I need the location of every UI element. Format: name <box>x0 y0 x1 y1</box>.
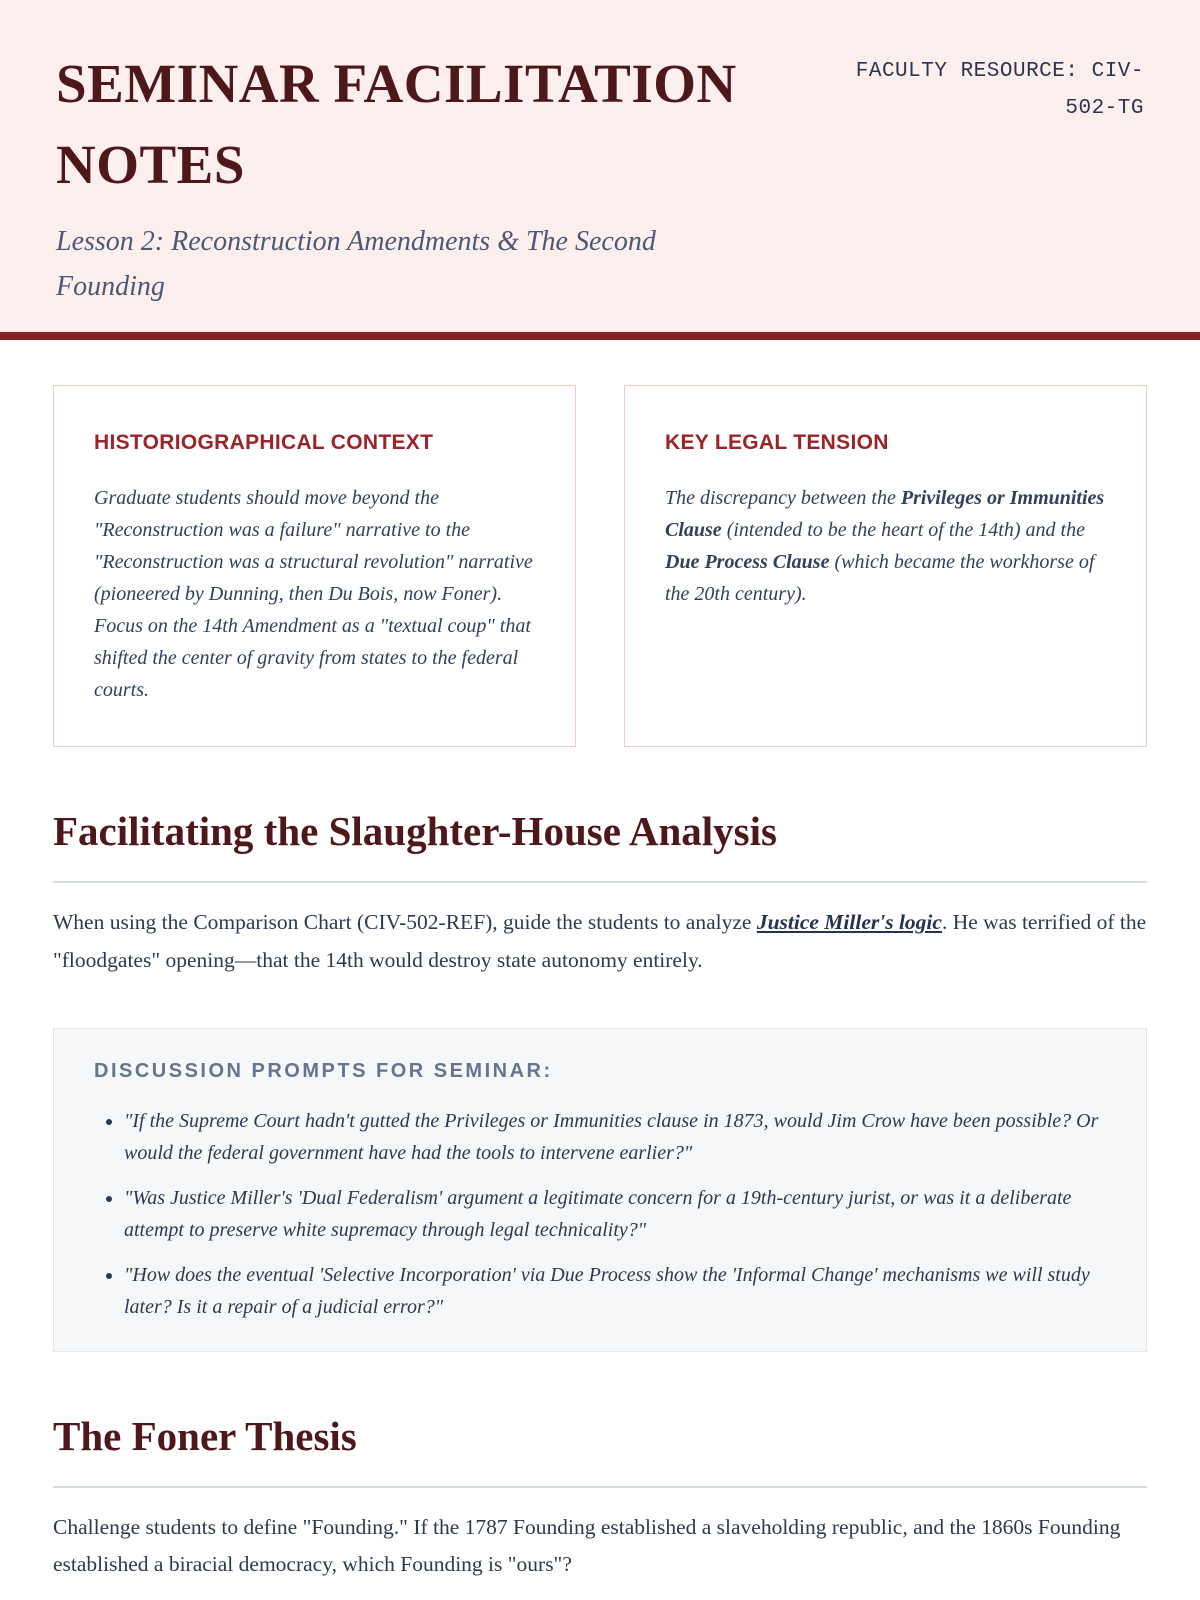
foner-paragraph: Challenge students to define "Founding." If the 1787 Founding established a slaveholding republic, and the 1860s Founding established a biracial democracy, which Founding is "ours"? <box>53 1514 1121 1577</box>
section-divider <box>53 1486 1147 1488</box>
justice-miller-logic-link[interactable]: Justice Miller's logic <box>756 910 942 935</box>
header-divider-bar <box>0 332 1200 340</box>
slaughterhouse-paragraph <box>53 904 1147 979</box>
header-title-block <box>56 44 776 309</box>
slaughterhouse-section-heading: Facilitating the Slaughter-House Analysis <box>53 808 777 855</box>
faculty-resource-code: FACULTY RESOURCE: CIV-502-TG <box>855 60 1144 120</box>
foner-thesis-section <box>53 1412 1147 1584</box>
prompt-item: • "How does the eventual 'Selective Incorporation' via Due Process show the 'Informal Change' mechanisms we will study later? Is it a repair of a judicial error?" <box>124 1259 1106 1323</box>
text-segment: (intended to be the heart of the 14th) and the <box>721 519 1085 542</box>
foner-section-heading: The Foner Thesis <box>53 1412 357 1459</box>
key-legal-tension-box <box>624 385 1147 747</box>
page-title: SEMINAR FACILITATION NOTES <box>56 53 737 195</box>
text-segment: The discrepancy between the <box>665 487 901 510</box>
text-segment: (which became the workhorse of the 20th century). <box>665 551 1095 606</box>
discussion-prompts-heading: DISCUSSION PROMPTS FOR SEMINAR: <box>94 1059 553 1082</box>
slaughterhouse-analysis-section <box>53 807 1147 1351</box>
text-segment: When using the Comparison Chart (CIV-502-REF), guide the students to analyze <box>53 910 757 935</box>
document-header <box>0 0 1200 332</box>
text-segment: . He was terrified of the "floodgates" opening—that the 14th would destroy state autonomy entirely. <box>53 910 1147 972</box>
historiographical-context-body: Graduate students should move beyond the "Reconstruction was a failure" narrative to the "Reconstruction was a structural revolution" narrative (pioneered by Dunning, then Du Bois, now Foner). Focus on the 14th Amendment as a "textual coup" that shifted the center of gravity from states to the federal courts. <box>94 487 533 702</box>
key-legal-tension-heading: KEY LEGAL TENSION <box>665 431 889 454</box>
content-area <box>0 385 1200 1600</box>
section-divider <box>53 881 1147 883</box>
key-legal-tension-body <box>665 482 1106 610</box>
info-boxes-row <box>53 385 1147 747</box>
prompt-item: • "Was Justice Miller's 'Dual Federalism' argument a legitimate concern for a 19th-century jurist, or was it a deliberate attempt to preserve white supremacy through legal technicality?" <box>124 1182 1106 1246</box>
prompt-item: • "If the Supreme Court hadn't gutted the Privileges or Immunities clause in 1873, would Jim Crow have been possible? Or would the federal government have had the tools to intervene earlier?" <box>124 1105 1106 1169</box>
bold-term-privileges-immunities: Privileges or Immunities Clause <box>665 487 1105 542</box>
discussion-prompts-list <box>94 1105 1106 1323</box>
discussion-prompts-box <box>53 1028 1147 1352</box>
historiographical-context-heading: HISTORIOGRAPHICAL CONTEXT <box>94 431 434 454</box>
historiographical-context-box <box>53 385 576 747</box>
bold-term-due-process: Due Process Clause <box>665 551 830 574</box>
lesson-subtitle: Lesson 2: Reconstruction Amendments & The Second Founding <box>56 225 656 303</box>
